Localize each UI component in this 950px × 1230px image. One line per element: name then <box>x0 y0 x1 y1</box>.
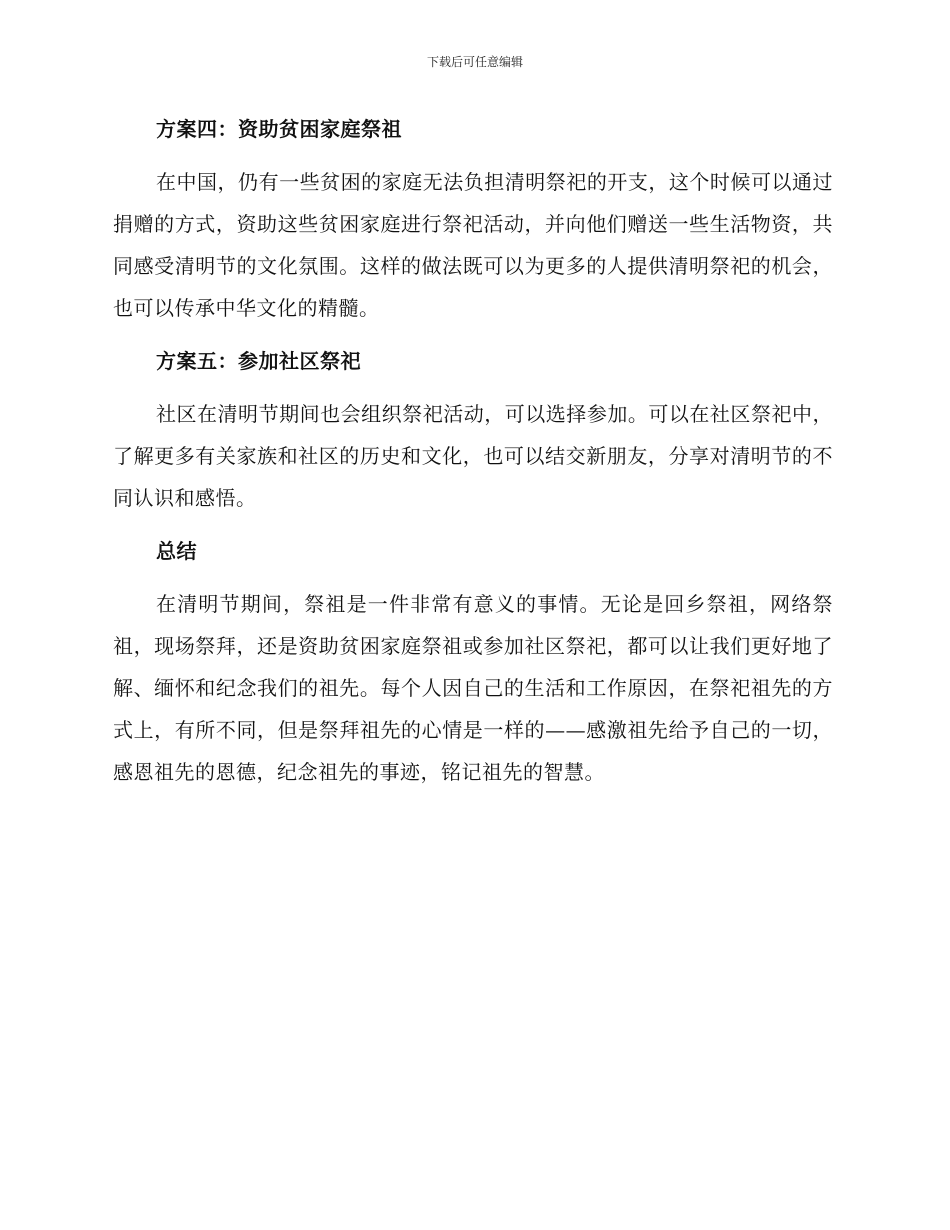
section-heading: 方案五：参加社区祭祀 <box>156 349 361 373</box>
page-header: 下载后可任意编辑 <box>426 55 523 69</box>
section-paragraph: 社区在清明节期间也会组织祭祀活动，可以选择参加。可以在社区祭祀中，了解更多有关家族和社区的历史和文化，也可以结交新朋友，分享对清明节的不同认识和感悟。 <box>113 402 833 510</box>
section-summary <box>113 530 833 793</box>
section-paragraph: 在清明节期间，祭祖是一件非常有意义的事情。无论是回乡祭祖，网络祭祖，现场祭拜，还是资助贫困家庭祭祖或参加社区祭祀，都可以让我们更好地了解、缅怀和纪念我们的祖先。每个人因自己的生活和工作原因，在祭祀祖先的方式上，有所不同，但是祭拜祖先的心情是一样的——感激祖先给予自己的一切，感恩祖先的恩德，纪念祖先的事迹，铭记祖先的智慧。 <box>113 592 833 784</box>
section-plan-four <box>113 108 833 329</box>
section-plan-five <box>113 340 833 519</box>
document-body <box>113 108 833 804</box>
section-paragraph: 在中国，仍有一些贫困的家庭无法负担清明祭祀的开支，这个时候可以通过捐赠的方式，资助这些贫困家庭进行祭祀活动，并向他们赠送一些生活物资，共同感受清明节的文化氛围。这样的做法既可以为更多的人提供清明祭祀的机会，也可以传承中华文化的精髓。 <box>113 170 833 320</box>
section-heading: 方案四：资助贫困家庭祭祖 <box>156 117 402 141</box>
section-heading: 总结 <box>156 539 197 563</box>
